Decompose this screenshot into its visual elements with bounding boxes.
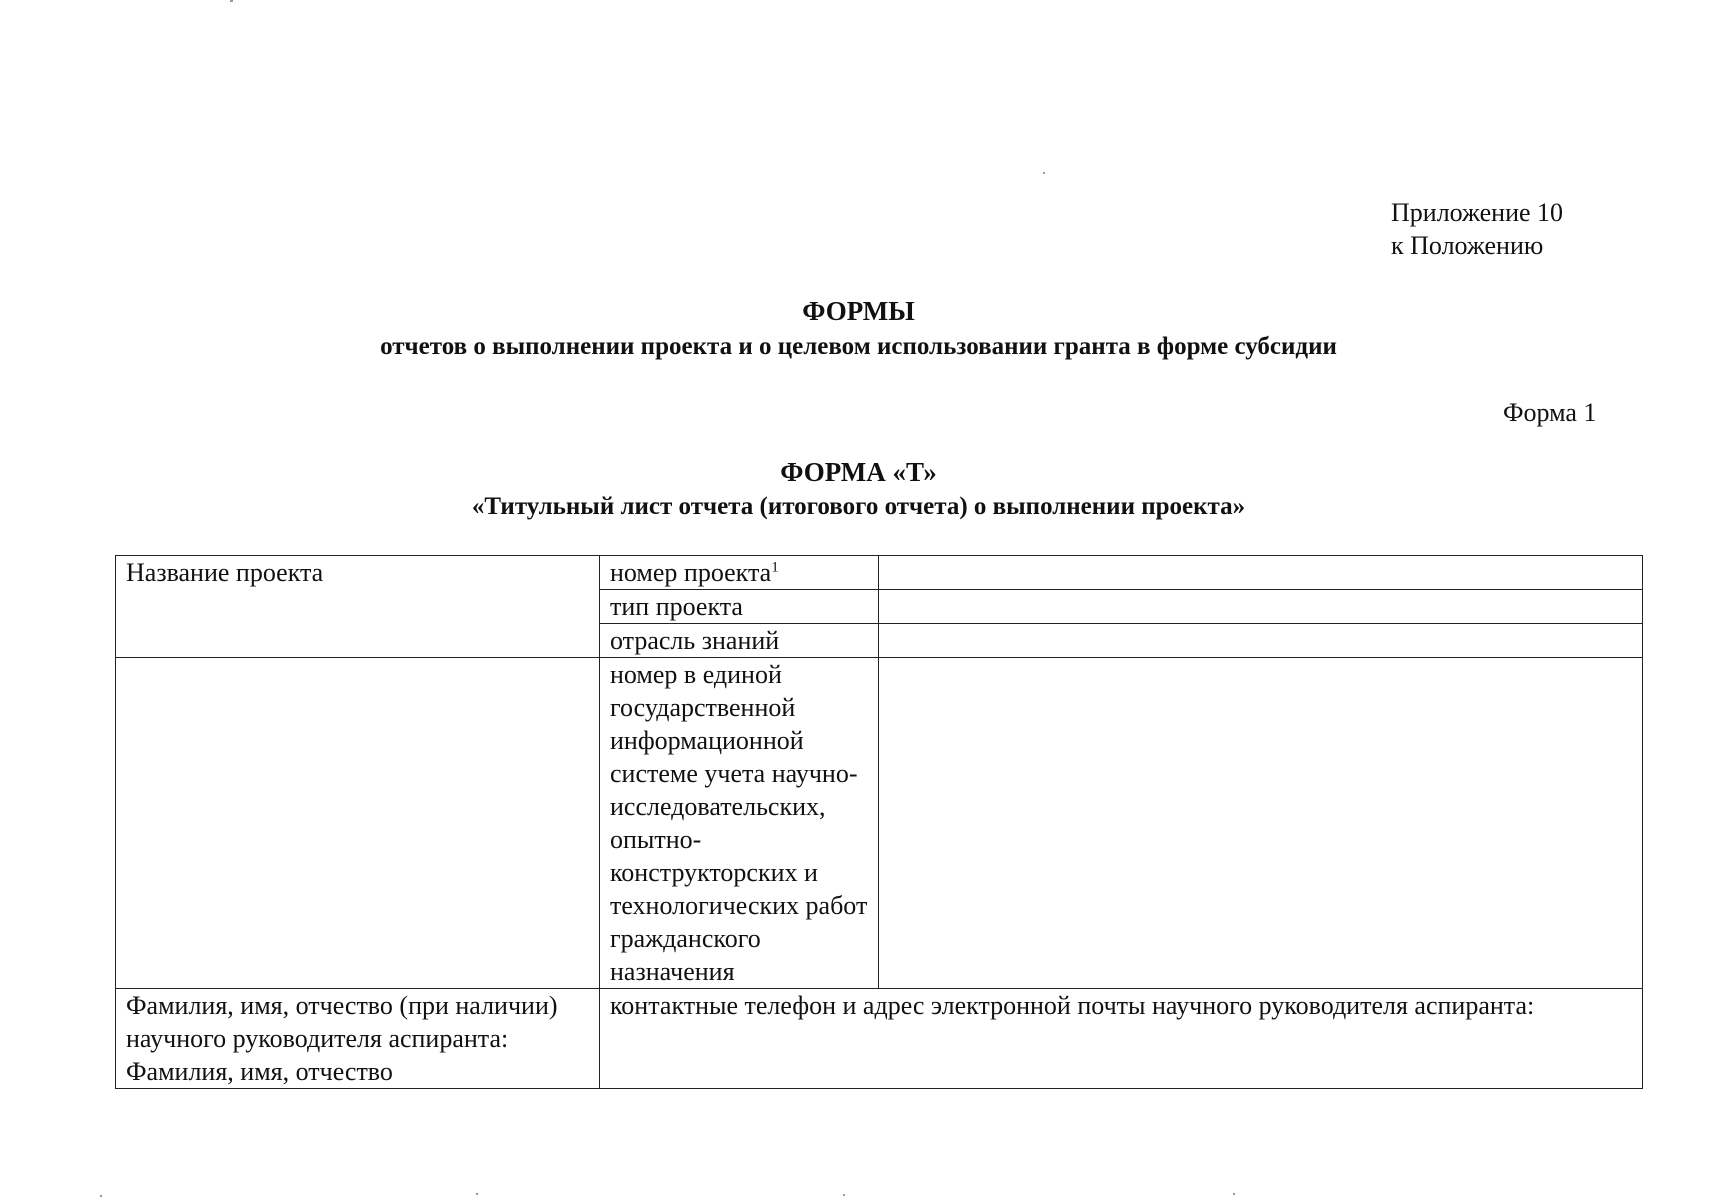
project-type-label-cell: [600, 590, 879, 624]
form-subtitle: «Титульный лист отчета (итогового отчета) о выполнении проекта»: [471, 493, 1246, 520]
main-subtitle: отчетов о выполнении проекта и о целевом использовании гранта в форме субсидии: [380, 333, 1337, 360]
project-name-label: Название проекта: [126, 558, 324, 587]
form-title: ФОРМА «Т»: [780, 457, 937, 487]
report-title-table: [115, 555, 1643, 1089]
project-type-value-cell[interactable]: [879, 590, 1643, 624]
appendix-line-1: Приложение 10: [1391, 198, 1564, 227]
table-row: [116, 658, 1643, 989]
registry-number-value-cell[interactable]: [879, 658, 1643, 989]
scan-speck: [1233, 1193, 1235, 1195]
registry-number-label: номер в единой государственной информационной системе учета научно-исследовательских, опытно-конструкторских и технологических работ гражданского назначения: [610, 660, 868, 986]
contacts-cell[interactable]: [600, 989, 1643, 1089]
scan-speck: [476, 1193, 478, 1195]
project-number-label: номер проекта: [610, 558, 772, 587]
scan-speck: [230, 0, 233, 2]
project-type-label: тип проекта: [610, 592, 743, 621]
project-number-value-cell[interactable]: [879, 556, 1643, 590]
table-row: [116, 556, 1643, 590]
knowledge-field-value-cell[interactable]: [879, 624, 1643, 658]
empty-cell: [116, 658, 600, 989]
supervisor-label: Фамилия, имя, отчество (при наличии) научного руководителя аспиранта: Фамилия, имя, отчество: [126, 991, 558, 1086]
registry-number-label-cell: [600, 658, 879, 989]
contacts-label: контактные телефон и адрес электронной почты научного руководителя аспиранта:: [610, 991, 1535, 1020]
main-title: ФОРМЫ: [802, 296, 915, 326]
table-row: [116, 989, 1643, 1089]
knowledge-field-label: отрасль знаний: [610, 626, 780, 655]
form-number: Форма 1: [1503, 398, 1597, 427]
appendix-reference: [1391, 196, 1563, 262]
project-number-footnote: 1: [771, 559, 779, 576]
project-number-label-cell: [600, 556, 879, 590]
scan-speck: [100, 1195, 102, 1197]
scan-speck: [843, 1194, 845, 1196]
scan-speck: [1043, 172, 1045, 174]
supervisor-label-cell: [116, 989, 600, 1089]
project-name-label-cell: [116, 556, 600, 658]
appendix-line-2: к Положению: [1391, 231, 1544, 260]
knowledge-field-label-cell: [600, 624, 879, 658]
